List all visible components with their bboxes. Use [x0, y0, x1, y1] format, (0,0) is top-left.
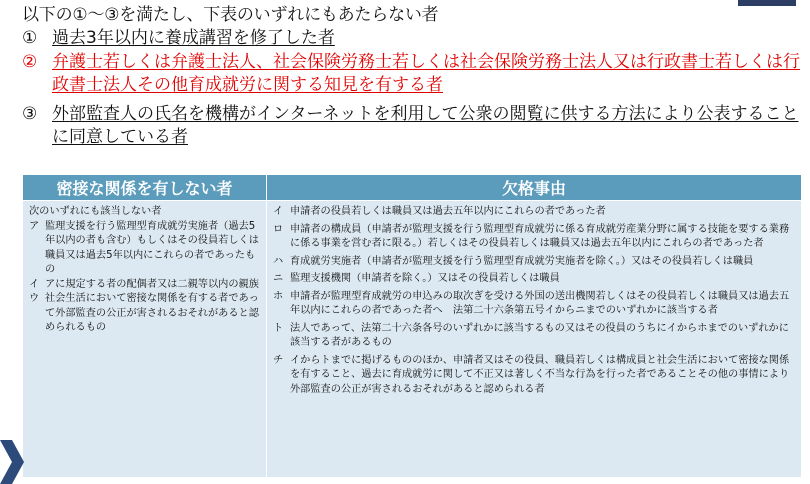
- item-text: 法人であって、法第二十六条各号のいずれかに該当するもの又はその役員のうちにイからホまでのいずれかに該当する者があるもの: [290, 322, 789, 348]
- item-key: チ: [273, 354, 284, 366]
- item-text: 申請者が監理型育成就労の申込みの取次ぎを受ける外国の送出機関若しくはその役員若しくは職員又は過去五年以内にこれらの者であった者へ 法第二十六条第五号イからニまでのいずれかに該当する者: [290, 290, 790, 316]
- item-text: 申請者の構成員（申請者が監理支援を行う監理型育成就労に係る育成就労産業分野に属する技能を要する業務に係る事業を営む者に限る。）若しくはその役員若しくは職員又は過去五年以内にこれらの者であった者: [290, 223, 790, 249]
- list-item: [29, 220, 260, 278]
- header-disqualification-grounds: 欠格事由: [267, 175, 802, 201]
- list-item: [273, 255, 795, 270]
- list-item: [273, 354, 795, 398]
- item-key: イ: [273, 206, 284, 217]
- requirement-item-3: [22, 103, 802, 149]
- requirement-number: ②: [22, 52, 38, 72]
- item-text: 監理支援を行う監理型育成就労実施者（過去5年以内の者も含む）もしくはその役員若しくは職員又は過去5年以内にこれらの者であったもの: [45, 220, 259, 275]
- item-text: 育成就労実施者（申請者が監理支援を行う監理型育成就労実施者を除く。）又はその役員若しくは職員: [290, 255, 754, 267]
- list-item: [29, 278, 260, 293]
- requirement-text: 過去3年以内に養成講習を修了した者: [52, 28, 335, 48]
- item-text: 社会生活において密接な関係を有する者であって外部監査の公正が害されるおそれがあると認められるもの: [45, 293, 259, 333]
- item-key: イ: [29, 278, 40, 290]
- requirement-item-2: [22, 51, 802, 97]
- item-key: ニ: [273, 273, 284, 284]
- item-text: アに規定する者の配偶者又は二親等以内の親族: [45, 278, 259, 290]
- item-key: ウ: [29, 293, 40, 304]
- table-row: [23, 201, 802, 478]
- item-text: 監理支援機関（申請者を除く。）又はその役員若しくは職員: [290, 273, 560, 284]
- requirement-number: ③: [22, 104, 38, 124]
- item-text: 申請者の役員若しくは職員又は過去五年以内にこれらの者であった者: [290, 206, 606, 217]
- header-no-close-relation: 密接な関係を有しない者: [23, 175, 267, 201]
- list-item: [273, 272, 795, 287]
- item-key: ト: [273, 322, 284, 334]
- item-key: ロ: [273, 223, 284, 235]
- item-key: ア: [29, 220, 40, 232]
- requirements-section: [22, 4, 802, 149]
- table-header-row: [23, 175, 802, 201]
- item-text: イからトまでに掲げるもののほか、申請者又はその役員、職員若しくは構成員と社会生活において密接な関係を有すること、過去に育成就労に関して不正又は著しく不当な行為を行った者であることその他の事情により外部監査の公正が害されるおそれがあると認められる者: [290, 354, 790, 395]
- disqualification-table: [22, 174, 802, 478]
- requirement-text: 外部監査人の氏名を機構がインターネットを利用して公衆の閲覧に供する方法により公表することに同意している者: [52, 104, 799, 147]
- requirement-text: 弁護士若しくは弁護士法人、社会保険労務士若しくは社会保険労務士法人又は行政書士若しくは行政書士法人その他育成就労に関する知見を有する者: [52, 52, 800, 95]
- list-item: [29, 292, 260, 336]
- left-intro: 次のいずれにも該当しない者: [29, 206, 162, 217]
- no-close-relation-cell: [23, 201, 267, 478]
- requirements-heading: 以下の①～③を満たし、下表のいずれにもあたらない者: [22, 5, 439, 25]
- disqualification-grounds-cell: [267, 201, 802, 478]
- list-item: [273, 290, 795, 319]
- requirement-item-1: [22, 27, 802, 50]
- chevron-right-icon: [0, 440, 24, 484]
- item-key: ホ: [273, 290, 284, 302]
- item-key: ハ: [273, 255, 284, 267]
- list-item: [273, 223, 795, 252]
- requirement-number: ①: [22, 28, 38, 48]
- list-item: [273, 205, 795, 220]
- list-item: [273, 322, 795, 351]
